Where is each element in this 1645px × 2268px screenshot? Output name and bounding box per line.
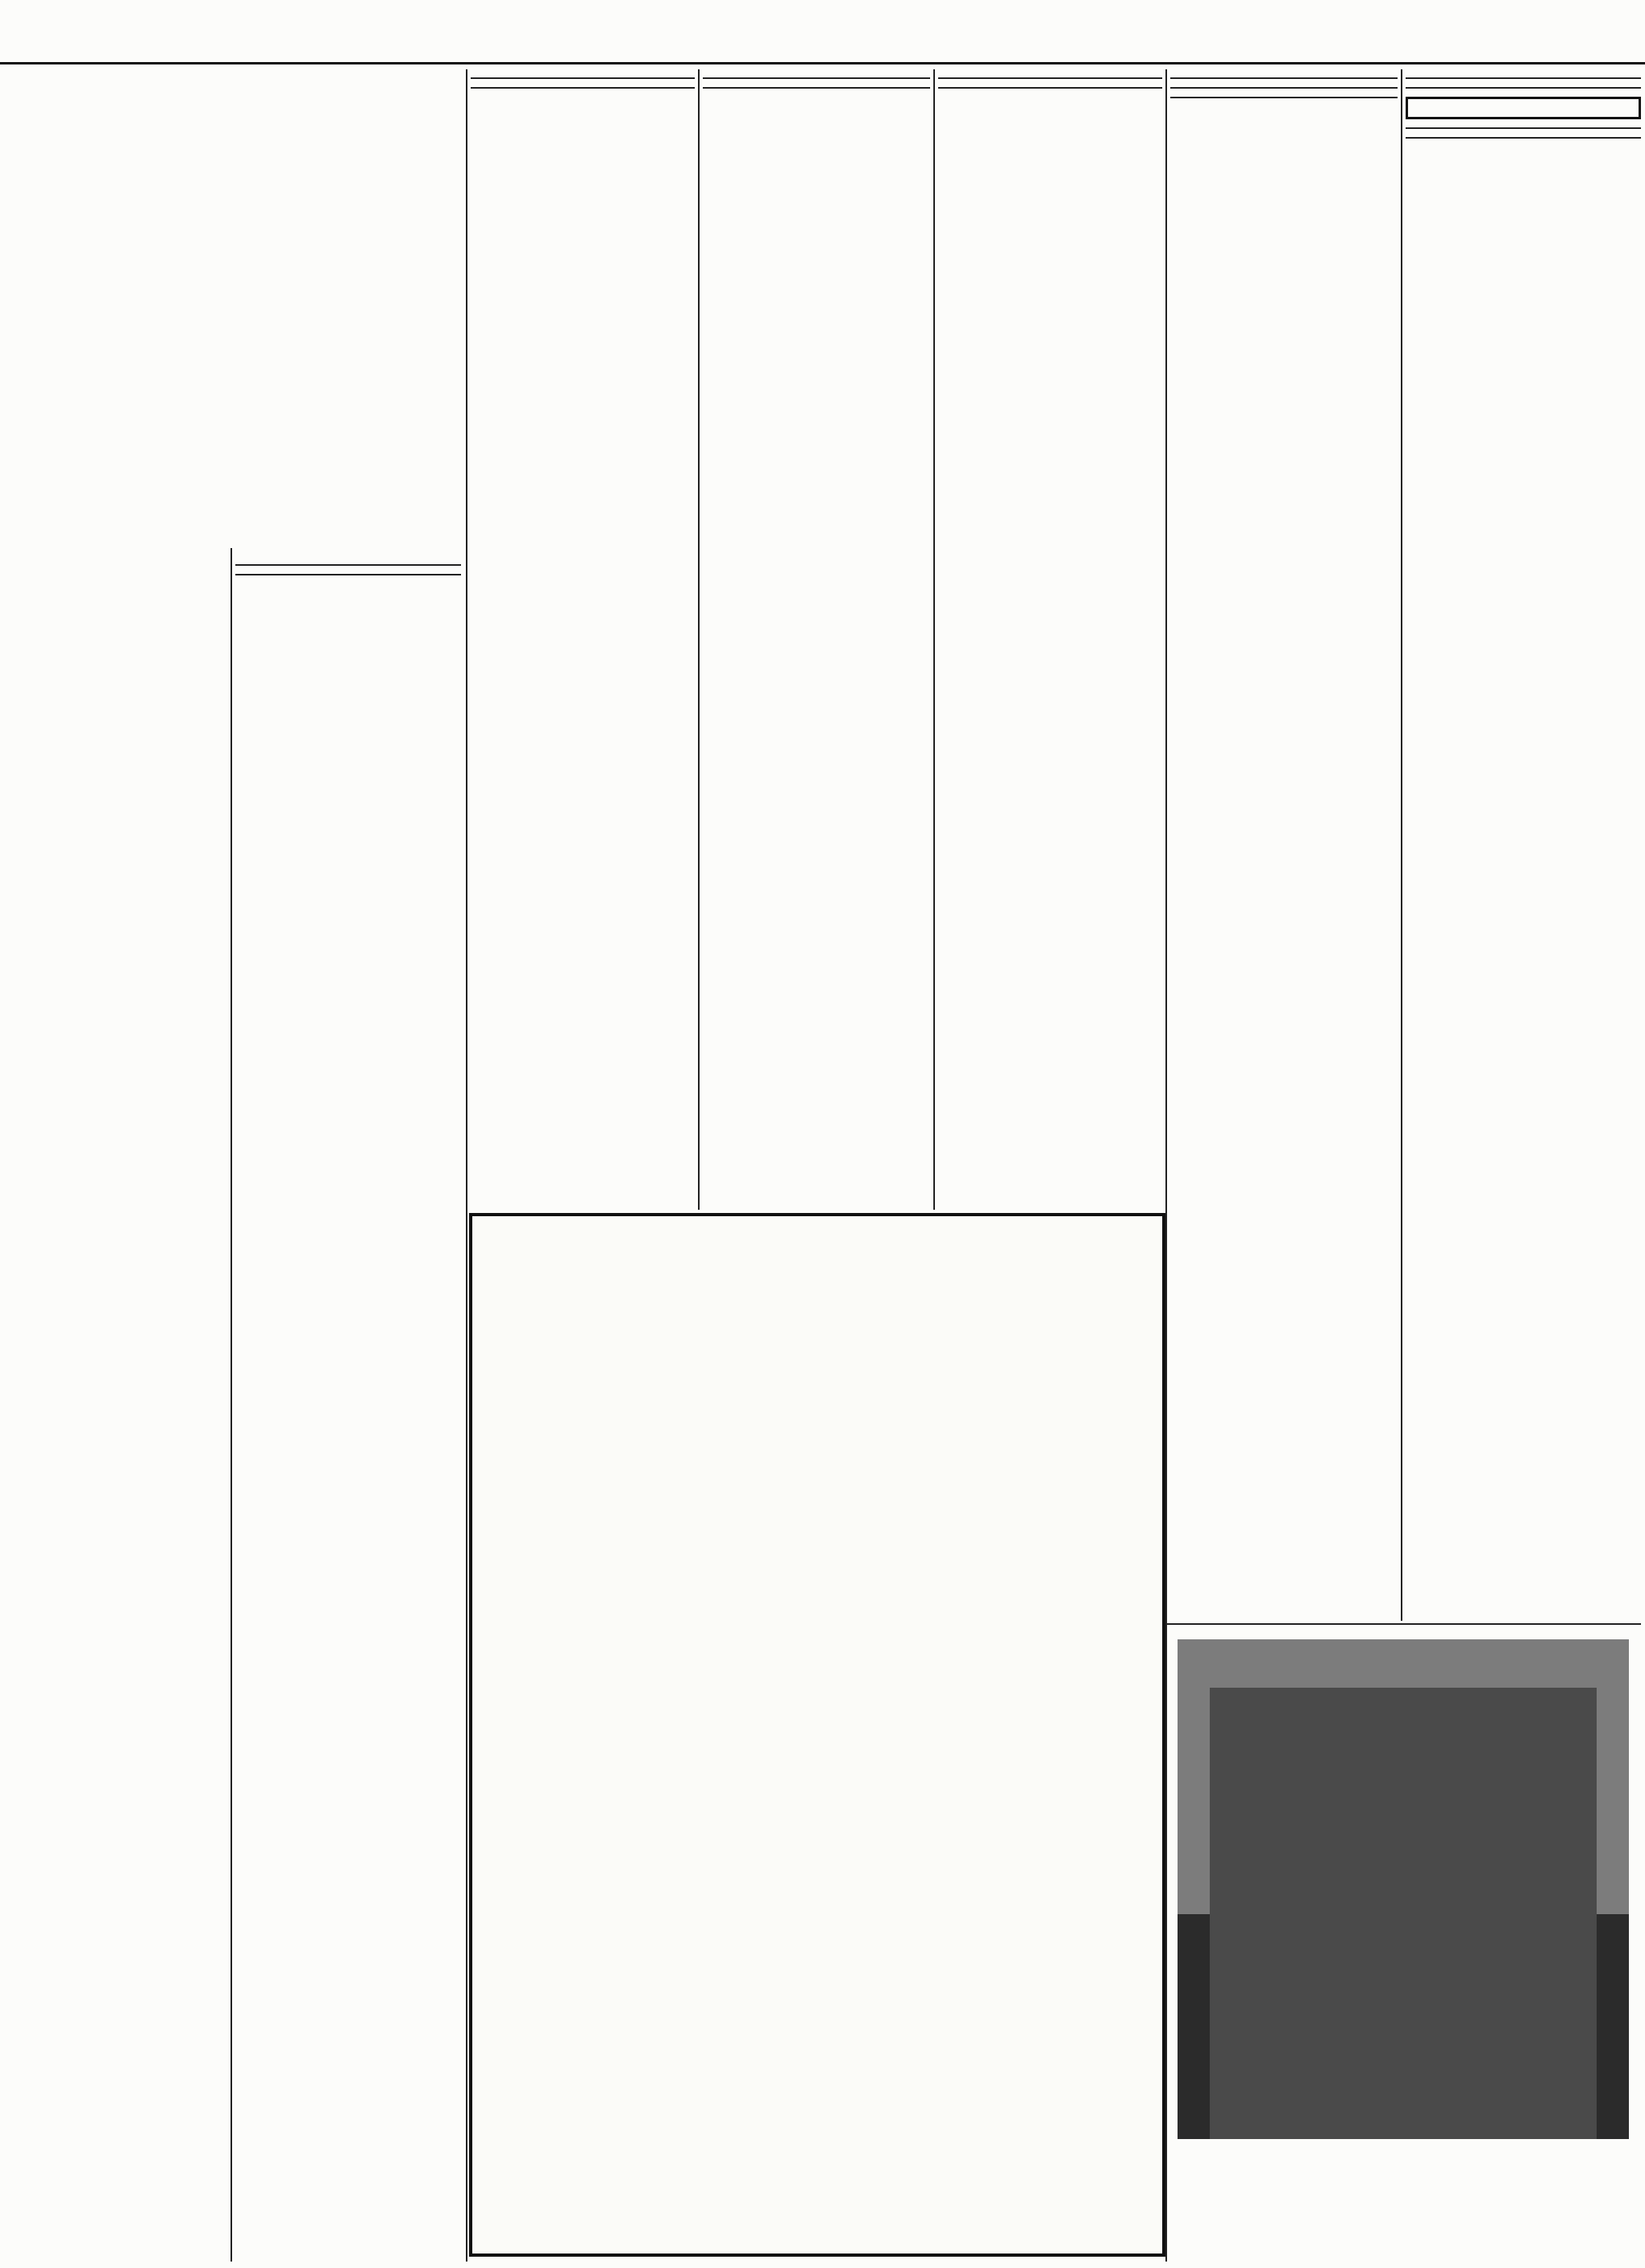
column-rule	[698, 69, 700, 1210]
cardui-ad	[1406, 97, 1641, 119]
register-ad	[469, 1213, 1165, 2257]
left-faded-column	[5, 556, 226, 2257]
hotel-photo	[1178, 1639, 1629, 2139]
column-6	[1170, 69, 1398, 1617]
masthead	[0, 32, 1645, 64]
column-3	[471, 69, 695, 1210]
column-rule	[231, 548, 232, 2262]
column-5	[938, 69, 1162, 1210]
column-rule	[1401, 69, 1402, 1621]
column-2	[235, 556, 461, 2257]
column-7	[1406, 69, 1641, 1617]
column-rule	[933, 69, 935, 1210]
column-rule	[466, 69, 467, 2262]
column-4	[703, 69, 930, 1210]
hotel-olga-ad	[1165, 1623, 1641, 2257]
lead-story-header	[5, 69, 461, 553]
